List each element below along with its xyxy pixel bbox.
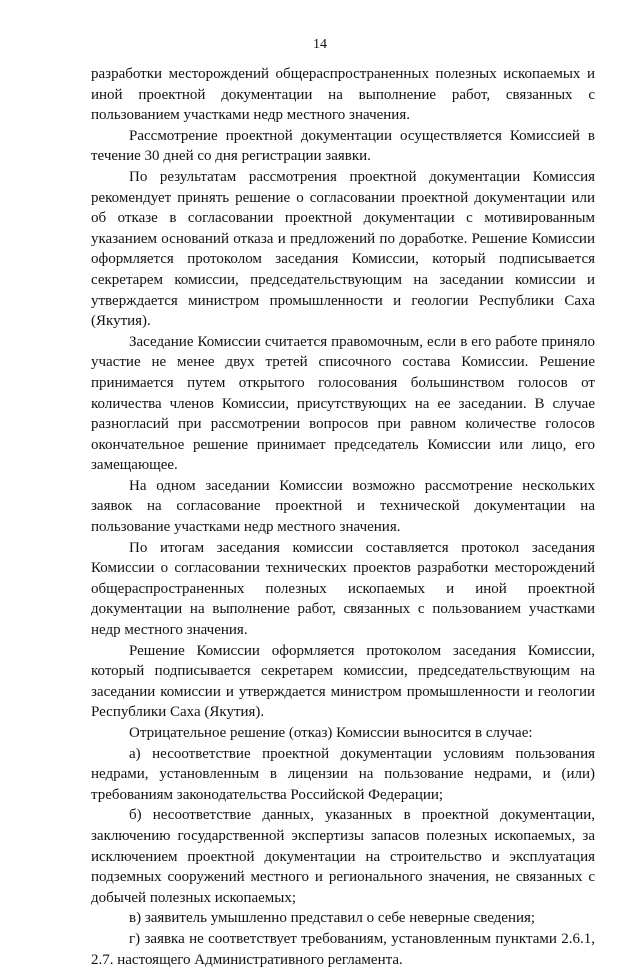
paragraph-multiple-applications: На одном заседании Комиссии возможно рассмотрение нескольких заявок на согласование проектной и технической документации на пользование участками недр местного значения. (91, 477, 595, 536)
paragraph-review-period: Рассмотрение проектной документации осуществляется Комиссией в течение 30 дней со дня регистрации заявки. (91, 127, 595, 165)
page-number: 14 (313, 37, 327, 52)
paragraph-quorum: Заседание Комиссии считается правомочным, если в его работе приняло участие не менее двух третей списочного состава Комиссии. Решение принимается путем открытого голосования большинством голосов от количества членов Комиссии, присутствующих на ее заседании. В случае разногласий при рассмотрении вопросов при равном количестве голосов окончательное решение принимает председатель Комиссии или лицо, его замещающее. (91, 333, 595, 474)
paragraph-decision-formalization: Решение Комиссии оформляется протоколом заседания Комиссии, который подписывается секретарем комиссии, председательствующим на заседании комиссии и утверждается министром промышленности и геологии Республики Саха (Якутия). (91, 642, 595, 721)
paragraph-protocol: По итогам заседания комиссии составляется протокол заседания Комиссии о согласовании технических проектов разработки месторождений общераспространенных полезных ископаемых и иной проектной документации на выполнение работ, связанных с пользованием участками недр местного значения. (91, 539, 595, 639)
document-body (91, 64, 595, 970)
list-item-g: г) заявка не соответствует требованиям, установленным пунктами 2.6.1, 2.7. настоящего Административного регламента. (91, 930, 595, 968)
paragraph-continuation: разработки месторождений общераспространенных полезных ископаемых и иной проектной документации на выполнение работ, связанных с пользованием участками недр местного значения. (91, 66, 595, 124)
paragraph-refusal-intro: Отрицательное решение (отказ) Комиссии выносится в случае: (129, 725, 533, 741)
list-item-a: а) несоответствие проектной документации условиям пользования недрами, установленным в лицензии на пользование недрами, и (или) требованиям законодательства Российской Федерации; (91, 745, 595, 803)
list-item-b: б) несоответствие данных, указанных в проектной документации, заключению государственной экспертизы запасов полезных ископаемых, за исключением проектной документации на строительство и эксплуатация подземных сооружений местного и регионального значения, не связанных с добычей полезных ископаемых; (91, 807, 595, 906)
list-item-v: в) заявитель умышленно представил о себе неверные сведения; (129, 910, 536, 927)
paragraph-review-results: По результатам рассмотрения проектной документации Комиссия рекомендует принять решение о согласовании проектной документации или об отказе в согласовании проектной документации с мотивированным указанием оснований отказа и предложений по доработке. Решение Комиссии оформляется протоколом заседания Комиссии, который подписывается секретарем комиссии, председательствующим на заседании комиссии и утверждается министром промышленности и геологии Республики Саха (Якутия). (91, 168, 595, 330)
